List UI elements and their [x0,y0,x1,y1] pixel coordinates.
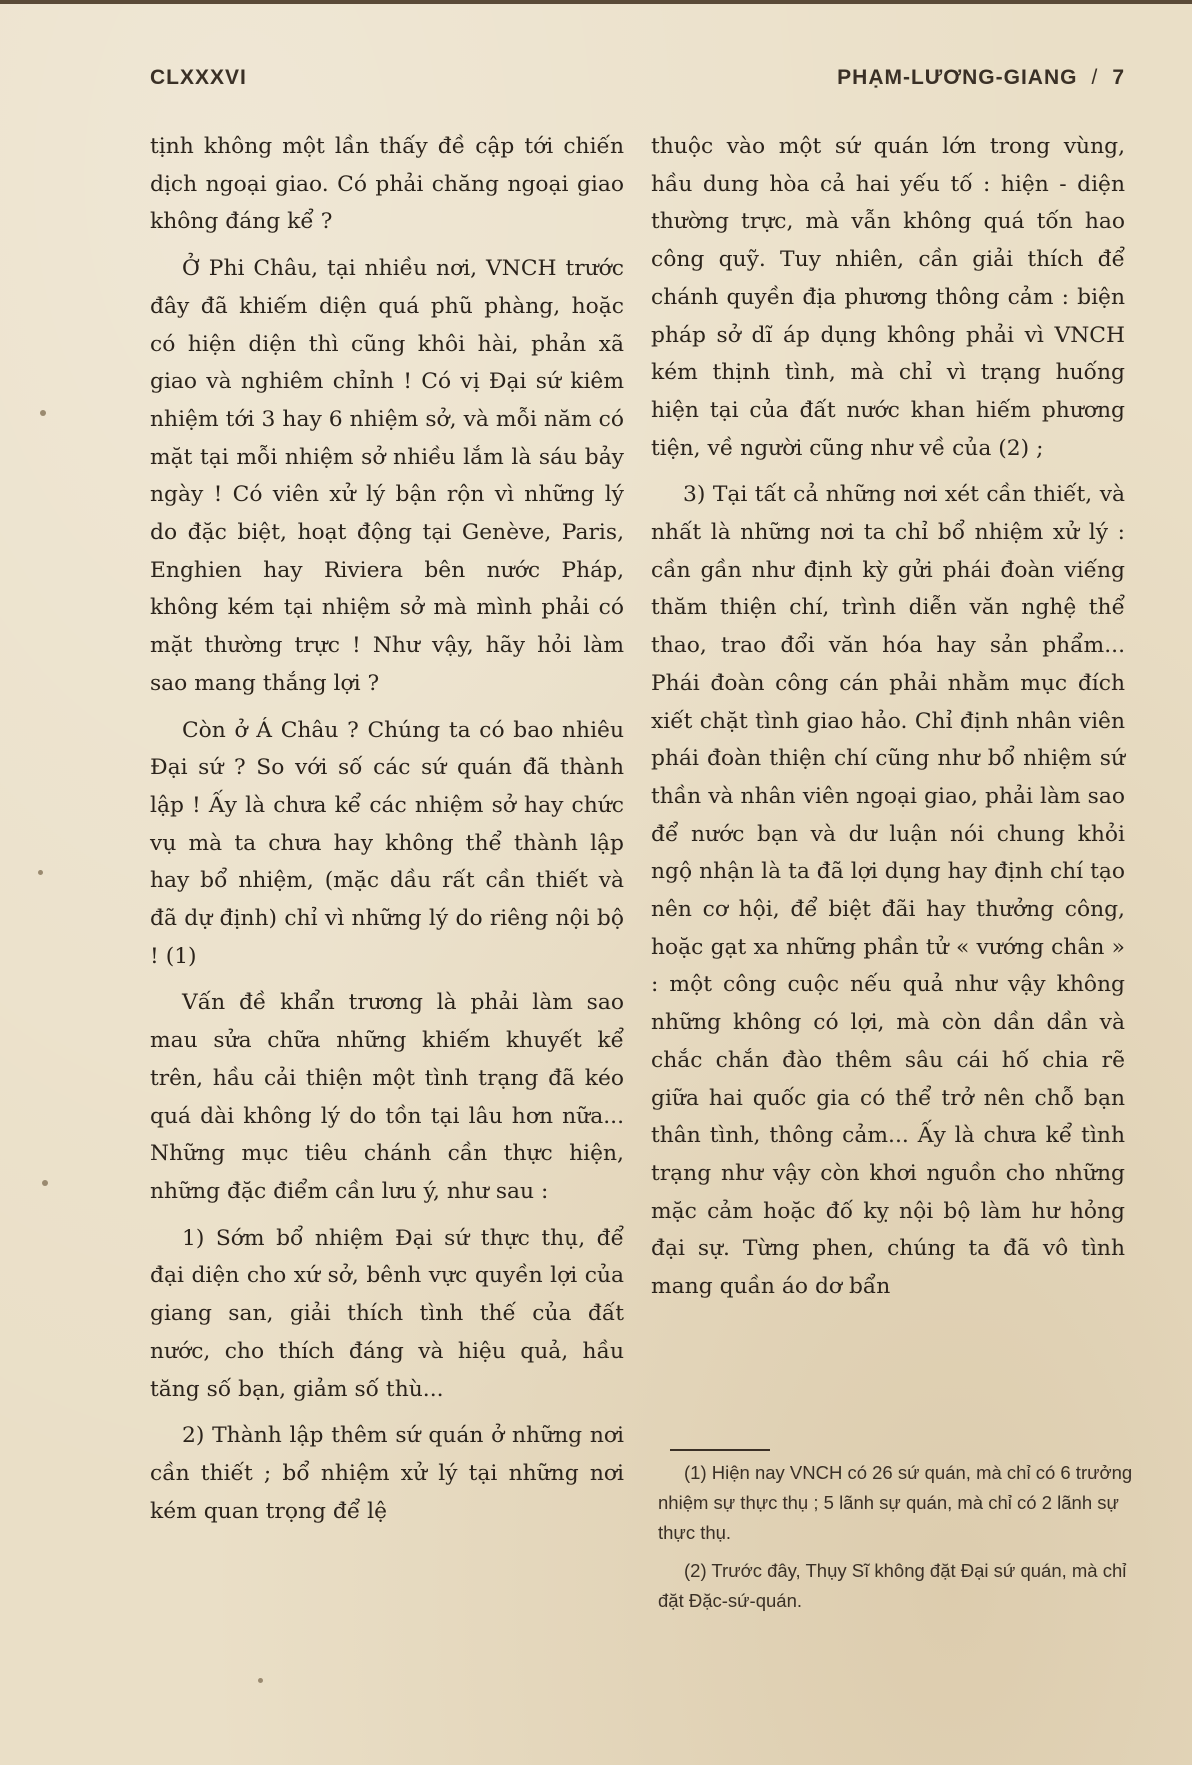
running-header [150,66,1125,100]
page-number: 7 [1112,66,1125,89]
paragraph: Vấn đề khẩn trương là phải làm sao mau sửa chữa những khiếm khuyết kể trên, hầu cải thiện một tình trạng đã kéo quá dài không lý do tồn tại lâu hơn nữa... Những mục tiêu chánh cần thực hiện, những đặc điểm cần lưu ý, như sau : [150,990,624,1204]
chapter-number: CLXXXVI [150,66,247,89]
author-name: PHẠM-LƯƠNG-GIANG [837,66,1078,89]
footnote-rule [670,1449,770,1451]
paragraph: tịnh không một lần thấy đề cập tới chiến dịch ngoại giao. Có phải chăng ngoại giao không đáng kể ? [150,134,624,235]
paper-speck [258,1678,263,1683]
paragraph: Ở Phi Châu, tại nhiều nơi, VNCH trước đây đã khiếm diện quá phũ phàng, hoặc có hiện diện thì cũng khôi hài, phản xã giao và nghiêm chỉnh ! Có vị Đại sứ kiêm nhiệm tới 3 hay 6 nhiệm sở, và mỗi năm có mặt tại mỗi nhiệm sở nhiều lắm là sáu bảy ngày ! Có viên xử lý bận rộn vì những lý do đặc biệt, hoạt động tại Genève, Paris, Enghien hay Riviera bên nước Pháp, không kém tại nhiệm sở mà mình phải có mặt thường trực ! Như vậy, hãy hỏi làm sao mang thắng lợi ? [150,256,624,696]
footnote: (2) Trước đây, Thụy Sĩ không đặt Đại sứ quán, mà chỉ đặt Đặc-sứ-quán. [658,1560,1127,1611]
paper-speck [42,1180,48,1186]
paragraph: Còn ở Á Châu ? Chúng ta có bao nhiêu Đại sứ ? So với số các sứ quán đã thành lập ! Ấy là chưa kể các nhiệm sở hay chức vụ mà ta chưa hay không thể thành lập hay bổ nhiệm, (mặc dầu rất cần thiết và đã dự định) chỉ vì những lý do riêng nội bộ ! (1) [150,717,624,969]
paper-speck [40,410,46,416]
paper-speck [38,870,43,875]
footnotes [658,1458,1138,1624]
paragraph: thuộc vào một sứ quán lớn trong vùng, hầu dung hòa cả hai yếu tố : hiện - diện thường trực, mà vẫn không quá tốn hao công quỹ. Tuy nhiên, cần giải thích để chánh quyền địa phương thông cảm : biện pháp sở dĩ áp dụng không phải vì VNCH kém thịnh tình, mà chỉ vì trạng huống hiện tại của đất nước khan hiếm phương tiện, về người cũng như về của (2) ; [651,134,1125,461]
footnote: (1) Hiện nay VNCH có 26 sứ quán, mà chỉ có 6 trưởng nhiệm sự thực thụ ; 5 lãnh sự quán, mà chỉ có 2 lãnh sự thực thụ. [658,1462,1133,1543]
top-edge [0,0,1192,4]
left-column [150,128,624,1539]
paragraph: 3) Tại tất cả những nơi xét cần thiết, và nhất là những nơi ta chỉ bổ nhiệm xử lý : cần gần như định kỳ gửi phái đoàn viếng thăm thiện chí, trình diễn văn nghệ thể thao, trao đổi văn hóa hay sản phẩm... Phái đoàn công cán phải nhằm mục đích xiết chặt tình giao hảo. Chỉ định nhân viên phái đoàn thiện chí cũng như bổ nhiệm sứ thần và nhân viên ngoại giao, phải làm sao để nước bạn và dư luận nói chung khỏi ngộ nhận là ta đã lợi dụng hay định chí tạo nên cơ hội, để biệt đãi hay thưởng công, hoặc gạt xa những phần tử « vướng chân » : một công cuộc nếu quả như vậy không những không có lợi, mà còn dần dần và chắc chắn đào thêm sâu cái hố chia rẽ giữa hai quốc gia có thể trở nên chỗ bạn thân tình, thông cảm... Ấy là chưa kể tình trạng như vậy còn khơi nguồn cho những mặc cảm hoặc đố kỵ nội bộ làm hư hỏng đại sự. Từng phen, chúng ta đã vô tình mang quần áo dơ bẩn [651,482,1125,1300]
paragraph: 1) Sớm bổ nhiệm Đại sứ thực thụ, để đại diện cho xứ sở, bênh vực quyền lợi của giang san, giải thích tình thế của đất nước, cho thích đáng và hiệu quả, hầu tăng số bạn, giảm số thù... [150,1225,624,1402]
header-right [837,66,1125,90]
right-column [651,128,1125,1315]
header-separator: / [1091,66,1099,89]
paragraph: 2) Thành lập thêm sứ quán ở những nơi cần thiết ; bổ nhiệm xử lý tại những nơi kém quan trọng để lệ [150,1423,624,1524]
